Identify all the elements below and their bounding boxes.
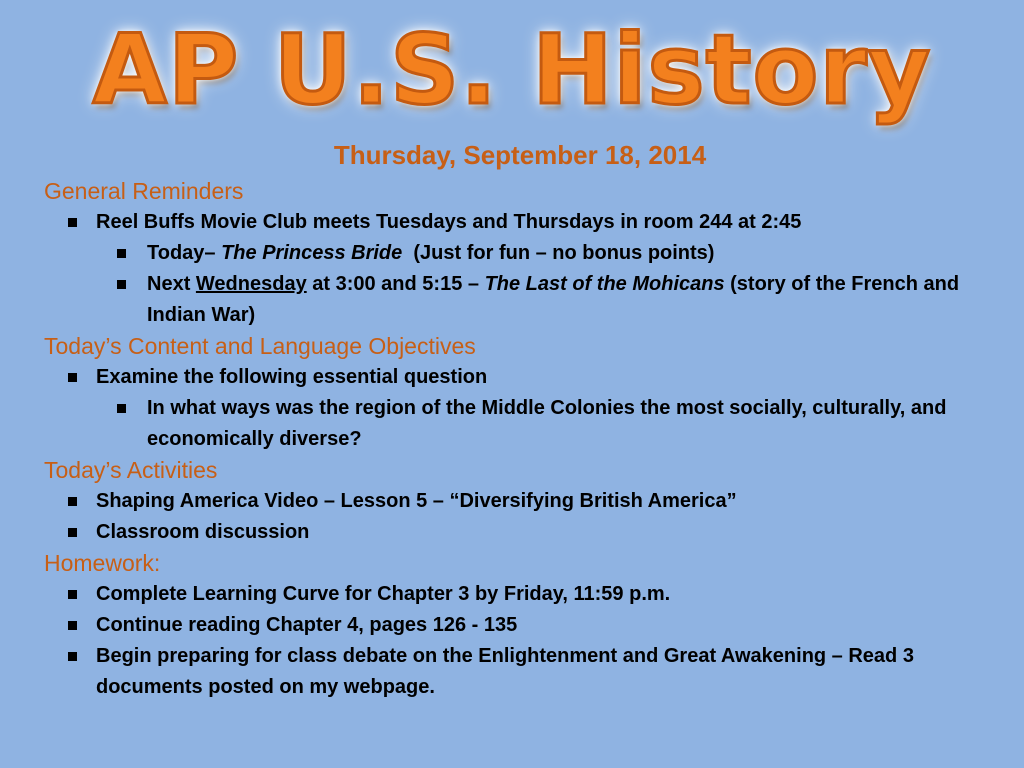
item-text: Classroom discussion [96, 521, 310, 543]
item-text: Begin preparing for class debate on the Enlightenment and Great Awakening – Read 3 documents posted on my webpage. [96, 645, 914, 698]
slide-date: Thursday, September 18, 2014 [333, 140, 707, 170]
square-bullet-icon [68, 652, 77, 661]
slide-body [44, 176, 1004, 703]
item-text: Shaping America Video – Lesson 5 – “Diversifying British America” [96, 490, 737, 512]
square-bullet-icon [68, 373, 77, 382]
film-title: The Last of the Mohicans [484, 273, 725, 295]
list-item [44, 362, 1004, 393]
square-bullet-icon [68, 590, 77, 599]
item-text-prefix: Today– [147, 242, 222, 264]
item-text: Reel Buffs Movie Club meets Tuesdays and Thursdays in room 244 at 2:45 [96, 211, 802, 233]
square-bullet-icon [117, 249, 126, 258]
list-item [44, 610, 1004, 641]
list-item [44, 269, 1004, 331]
square-bullet-icon [68, 218, 77, 227]
list-item [44, 486, 1004, 517]
item-text: Examine the following essential question [96, 366, 488, 388]
square-bullet-icon [117, 280, 126, 289]
item-text-suffix: (story of the French and Indian War) [147, 273, 960, 326]
list-item [44, 517, 1004, 548]
item-text: In what ways was the region of the Middle Colonies the most socially, culturally, and economically diverse? [147, 397, 947, 450]
item-text-suffix: (Just for fun – no bonus points) [402, 242, 715, 264]
list-item [44, 393, 1004, 455]
square-bullet-icon [68, 497, 77, 506]
square-bullet-icon [68, 621, 77, 630]
heading-activities: Today’s Activities [44, 457, 218, 483]
list-item [44, 579, 1004, 610]
item-text: Complete Learning Curve for Chapter 3 by Friday, 11:59 p.m. [96, 583, 671, 605]
heading-general-reminders: General Reminders [44, 178, 244, 204]
square-bullet-icon [117, 404, 126, 413]
list-item [44, 641, 1004, 703]
item-text-prefix: Next [147, 273, 196, 295]
list-item [44, 207, 1004, 238]
heading-homework: Homework: [44, 550, 161, 576]
underlined-day: Wednesday [195, 273, 307, 295]
heading-objectives: Today’s Content and Language Objectives [44, 333, 476, 359]
film-title: The Princess Bride [221, 242, 403, 264]
item-text-middle: at 3:00 and 5:15 – [306, 273, 485, 295]
list-item [44, 238, 1004, 269]
slide-title: AP U.S. History [92, 14, 932, 126]
square-bullet-icon [68, 528, 77, 537]
item-text: Continue reading Chapter 4, pages 126 - 135 [96, 614, 518, 636]
